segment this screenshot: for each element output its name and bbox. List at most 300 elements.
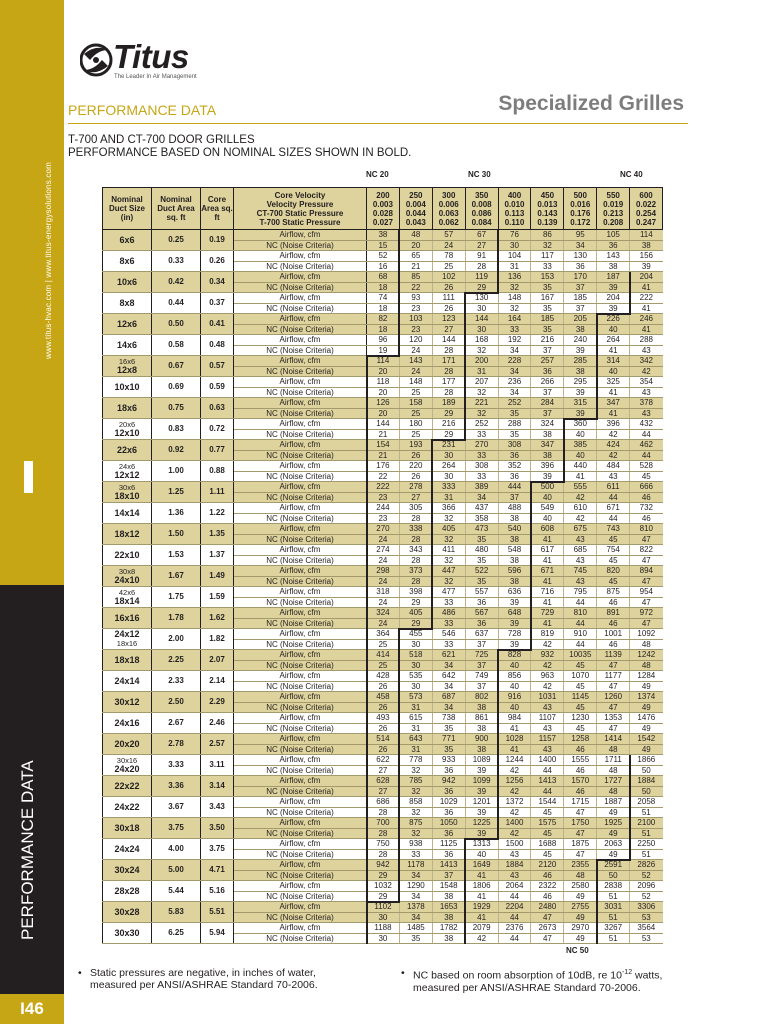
nc40-line-segment	[596, 377, 598, 398]
nc-value: 33	[432, 597, 465, 608]
airflow-label: Airflow, cfm	[234, 713, 367, 724]
nc-value: 44	[630, 450, 663, 461]
airflow-value: 285	[564, 356, 597, 367]
nc-value: 32	[465, 387, 498, 398]
airflow-value: 1125	[432, 839, 465, 850]
duct-size: 24x16	[114, 717, 140, 728]
airflow-value: 932	[531, 650, 564, 661]
nc40-line-segment	[563, 419, 565, 440]
airflow-value: 1806	[465, 881, 498, 892]
nc-value: 35	[432, 723, 465, 734]
nc-value: 42	[597, 450, 630, 461]
airflow-value: 732	[630, 503, 663, 514]
duct-size: 12x10	[114, 428, 140, 438]
core-area: 1.22	[201, 503, 234, 524]
duct-area: 5.83	[152, 902, 201, 923]
nc-value: 27	[399, 492, 432, 503]
airflow-value: 148	[498, 293, 531, 304]
airflow-value: 440	[564, 461, 597, 472]
nc-value: 16	[367, 261, 400, 272]
airflow-value: 549	[531, 503, 564, 514]
airflow-value: 93	[399, 293, 432, 304]
nc-value: 47	[630, 597, 663, 608]
header-divider	[68, 123, 688, 124]
nc-value: 37	[465, 660, 498, 671]
core-area: 3.75	[201, 839, 234, 860]
nc-value: 46	[531, 891, 564, 902]
duct-area: 6.25	[152, 923, 201, 944]
airflow-value: 473	[465, 524, 498, 535]
airflow-value: 252	[498, 398, 531, 409]
nc-value: 44	[564, 618, 597, 629]
duct-size: 14x6	[116, 339, 138, 350]
airflow-value: 333	[432, 482, 465, 493]
header-velocity-column	[432, 188, 465, 230]
nc-value: 28	[432, 366, 465, 377]
duct-area: 1.78	[152, 608, 201, 629]
airflow-value: 1099	[465, 776, 498, 787]
nc20-line-segment	[366, 608, 368, 629]
core-area: 0.37	[201, 293, 234, 314]
airflow-value: 2079	[465, 923, 498, 934]
airflow-value: 666	[630, 482, 663, 493]
nc-value: 50	[630, 786, 663, 797]
nc-value: 43	[531, 723, 564, 734]
duct-size-cell	[103, 356, 152, 377]
nc-value: 41	[465, 891, 498, 902]
table-row	[103, 839, 663, 850]
core-area: 1.62	[201, 608, 234, 629]
airflow-value: 1378	[399, 902, 432, 913]
nc-value: 26	[399, 450, 432, 461]
airflow-value: 204	[630, 272, 663, 283]
airflow-label: Airflow, cfm	[234, 692, 367, 703]
header-ct-sp-value: 0.143	[537, 208, 558, 218]
airflow-value: 1256	[498, 776, 531, 787]
header-velocity-column	[399, 188, 432, 230]
airflow-value: 875	[597, 587, 630, 598]
nc-value: 35	[531, 303, 564, 314]
nc-value: 38	[498, 513, 531, 524]
footnote-static-pressure	[78, 967, 378, 991]
duct-size-cell	[103, 881, 152, 902]
duct-size-cell	[103, 671, 152, 692]
nc-value: 44	[564, 639, 597, 650]
bullet-icon: •	[401, 967, 405, 979]
nc-value: 30	[399, 681, 432, 692]
header-t-sp-value: 0.027	[372, 217, 393, 227]
table-row	[103, 230, 663, 241]
nc30-label: NC 30	[468, 170, 491, 179]
duct-area: 2.78	[152, 734, 201, 755]
nc-value: 30	[399, 639, 432, 650]
airflow-value: 1649	[465, 860, 498, 871]
airflow-value: 686	[367, 797, 400, 808]
nc-value: 32	[399, 828, 432, 839]
duct-size: 30x8	[118, 567, 136, 576]
airflow-value: 500	[531, 482, 564, 493]
nc-value: 39	[564, 387, 597, 398]
core-area: 1.59	[201, 587, 234, 608]
airflow-value: 221	[465, 398, 498, 409]
airflow-value: 1070	[564, 671, 597, 682]
airflow-value: 891	[597, 608, 630, 619]
airflow-value: 785	[399, 776, 432, 787]
nc-value: 15	[367, 240, 400, 251]
airflow-value: 2755	[564, 902, 597, 913]
duct-size-cell	[103, 629, 152, 650]
header-vp-value: 0.010	[504, 199, 525, 209]
nc-value: 53	[630, 912, 663, 923]
airflow-value: 65	[399, 251, 432, 262]
nc30-line-segment	[398, 692, 400, 713]
airflow-label: Airflow, cfm	[234, 587, 367, 598]
nc20-line-segment	[366, 440, 368, 461]
duct-size: 24x10	[114, 575, 140, 585]
nc-value: 25	[399, 408, 432, 419]
nc-value: 34	[498, 366, 531, 377]
nc-value: 25	[367, 660, 400, 671]
nc-value: 45	[564, 702, 597, 713]
nc50-line-segment	[629, 797, 631, 818]
airflow-label: Airflow, cfm	[234, 755, 367, 766]
duct-size: 30x18	[114, 822, 140, 833]
airflow-value: 2322	[531, 881, 564, 892]
duct-area: 0.58	[152, 335, 201, 356]
nc-value: 45	[630, 471, 663, 482]
duct-size: 10x10	[114, 381, 140, 392]
nc-value: 45	[564, 723, 597, 734]
airflow-value: 216	[531, 335, 564, 346]
nc-value: 45	[531, 849, 564, 860]
airflow-value: 86	[531, 230, 564, 241]
airflow-value: 771	[432, 734, 465, 745]
nc30-line-segment	[398, 839, 400, 860]
nc20-line-segment	[366, 545, 368, 566]
airflow-value: 942	[432, 776, 465, 787]
airflow-value: 548	[498, 545, 531, 556]
airflow-value: 266	[531, 377, 564, 388]
airflow-value: 1092	[630, 629, 663, 640]
airflow-value: 528	[630, 461, 663, 472]
table-row	[103, 524, 663, 535]
airflow-value: 729	[531, 608, 564, 619]
duct-area: 0.50	[152, 314, 201, 335]
nc-value: 35	[399, 933, 432, 944]
airflow-value: 557	[465, 587, 498, 598]
airflow-value: 123	[432, 314, 465, 325]
nc-value: 39	[531, 471, 564, 482]
airflow-value: 288	[498, 419, 531, 430]
nc40-line-segment	[563, 440, 565, 461]
nc30-line-segment	[398, 860, 400, 881]
nc-value: 38	[564, 366, 597, 377]
nc40-line-step	[530, 481, 565, 483]
airflow-value: 3564	[630, 923, 663, 934]
header-velocity-column	[630, 188, 663, 230]
airflow-value: 617	[531, 545, 564, 556]
nc-value: 39	[564, 408, 597, 419]
airflow-value: 447	[432, 566, 465, 577]
core-area: 2.57	[201, 734, 234, 755]
nc-value: 28	[399, 513, 432, 524]
nc20-line-segment	[366, 818, 368, 839]
table-row	[103, 713, 663, 724]
duct-area: 0.75	[152, 398, 201, 419]
core-area: 3.11	[201, 755, 234, 776]
nc-value: 41	[531, 534, 564, 545]
airflow-value: 67	[465, 230, 498, 241]
duct-size: 6x6	[119, 234, 135, 245]
duct-size: 30x16	[116, 756, 138, 765]
nc-label: NC (Noise Criteria)	[234, 870, 367, 881]
nc-value: 32	[432, 555, 465, 566]
airflow-value: 875	[399, 818, 432, 829]
airflow-value: 222	[630, 293, 663, 304]
nc-value: 34	[432, 681, 465, 692]
airflow-label: Airflow, cfm	[234, 671, 367, 682]
airflow-value: 963	[531, 671, 564, 682]
nc-value: 35	[498, 408, 531, 419]
nc-value: 32	[531, 240, 564, 251]
header-velocity-value: 250	[409, 190, 423, 200]
duct-size-cell	[103, 713, 152, 734]
nc-value: 25	[367, 639, 400, 650]
airflow-value: 1102	[367, 902, 400, 913]
duct-area: 0.42	[152, 272, 201, 293]
nc40-line-segment	[530, 503, 532, 524]
nc-value: 36	[432, 786, 465, 797]
duct-size: 42x6	[118, 588, 136, 597]
nc-value: 38	[531, 450, 564, 461]
nc-value: 40	[564, 450, 597, 461]
nc-value: 44	[564, 597, 597, 608]
airflow-value: 1157	[531, 734, 564, 745]
header-t-sp-value: 0.084	[471, 217, 492, 227]
nc-value: 40	[597, 324, 630, 335]
duct-size-cell	[103, 335, 152, 356]
airflow-value: 615	[399, 713, 432, 724]
nc40-line-segment	[497, 650, 499, 671]
table-row	[103, 566, 663, 577]
nc-value: 33	[498, 324, 531, 335]
header-t-sp-value: 0.172	[570, 217, 591, 227]
duct-size: 24x6	[118, 462, 136, 471]
airflow-value: 1653	[432, 902, 465, 913]
duct-area: 1.75	[152, 587, 201, 608]
nc-value: 26	[367, 702, 400, 713]
nc-value: 31	[399, 702, 432, 713]
airflow-value: 642	[432, 671, 465, 682]
duct-size: 24x20	[114, 764, 140, 774]
duct-size: 12x12	[114, 470, 140, 480]
nc-value: 46	[630, 492, 663, 503]
core-area: 0.48	[201, 335, 234, 356]
nc20-line-segment	[366, 377, 368, 398]
airflow-label: Airflow, cfm	[234, 482, 367, 493]
nc-value: 45	[564, 681, 597, 692]
airflow-label: Airflow, cfm	[234, 902, 367, 913]
nc-value: 30	[367, 933, 400, 944]
duct-size: 18x14	[114, 596, 140, 606]
header-velocity-column	[498, 188, 531, 230]
table-row	[103, 377, 663, 388]
nc40-line-segment	[497, 755, 499, 776]
airflow-value: 1400	[531, 755, 564, 766]
airflow-label: Airflow, cfm	[234, 566, 367, 577]
airflow-value: 360	[564, 419, 597, 430]
nc-label: NC (Noise Criteria)	[234, 513, 367, 524]
nc30-line-segment	[398, 734, 400, 755]
airflow-value: 810	[630, 524, 663, 535]
nc-value: 26	[367, 681, 400, 692]
nc-value: 34	[432, 660, 465, 671]
airflow-value: 246	[630, 314, 663, 325]
nc20-line-segment	[398, 230, 400, 251]
airflow-value: 567	[465, 608, 498, 619]
header-t-sp-value: 0.139	[537, 217, 558, 227]
nc-value: 47	[630, 618, 663, 629]
nc-value: 45	[531, 807, 564, 818]
nc-value: 33	[465, 471, 498, 482]
nc-value: 51	[630, 807, 663, 818]
nc30-line-segment	[464, 398, 466, 419]
airflow-value: 347	[597, 398, 630, 409]
airflow-value: 82	[367, 314, 400, 325]
airflow-label: Airflow, cfm	[234, 923, 367, 934]
airflow-value: 1031	[531, 692, 564, 703]
airflow-value: 264	[597, 335, 630, 346]
nc-value: 34	[399, 891, 432, 902]
footnote-line: NC based on room absorption of 10dB, re 10	[413, 969, 622, 982]
airflow-value: 270	[367, 524, 400, 535]
header-velocity-value: 450	[540, 190, 555, 200]
nc40-line-step	[563, 418, 598, 420]
airflow-value: 828	[498, 650, 531, 661]
nc40-line-segment	[530, 524, 532, 545]
airflow-value: 177	[432, 377, 465, 388]
nc-value: 38	[465, 702, 498, 713]
airflow-value: 1284	[630, 671, 663, 682]
table-row	[103, 251, 663, 262]
nc-value: 47	[597, 702, 630, 713]
nc-value: 36	[432, 828, 465, 839]
nc-value: 37	[531, 408, 564, 419]
airflow-value: 437	[465, 503, 498, 514]
nc30-line-segment	[398, 776, 400, 797]
nc-value: 34	[498, 387, 531, 398]
duct-area: 0.25	[152, 230, 201, 251]
airflow-value: 1485	[399, 923, 432, 934]
duct-size-cell	[103, 398, 152, 419]
airflow-label: Airflow, cfm	[234, 881, 367, 892]
core-area: 5.51	[201, 902, 234, 923]
nc-value: 41	[465, 912, 498, 923]
airflow-value: 189	[432, 398, 465, 409]
airflow-value: 231	[432, 440, 465, 451]
airflow-value: 480	[465, 545, 498, 556]
airflow-value: 1884	[498, 860, 531, 871]
duct-area: 1.50	[152, 524, 201, 545]
airflow-value: 257	[531, 356, 564, 367]
nc-value: 24	[367, 597, 400, 608]
nc-value: 46	[630, 513, 663, 524]
nc-value: 25	[399, 429, 432, 440]
airflow-value: 1555	[564, 755, 597, 766]
airflow-value: 486	[432, 608, 465, 619]
nc30-line-segment	[464, 293, 466, 314]
airflow-value: 933	[432, 755, 465, 766]
nc-label: NC (Noise Criteria)	[234, 744, 367, 755]
duct-area: 1.36	[152, 503, 201, 524]
airflow-value: 176	[367, 461, 400, 472]
airflow-value: 164	[498, 314, 531, 325]
table-row	[103, 923, 663, 934]
nc-label: NC (Noise Criteria)	[234, 639, 367, 650]
duct-area: 5.44	[152, 881, 201, 902]
duct-size-cell	[103, 776, 152, 797]
airflow-value: 942	[367, 860, 400, 871]
airflow-value: 675	[564, 524, 597, 535]
sidebar-website-url[interactable]: www.titus-hvac.com | www.titus-energysolutions.com	[44, 161, 53, 359]
nc-value: 37	[564, 282, 597, 293]
nc-value: 49	[564, 891, 597, 902]
duct-size-cell	[103, 440, 152, 461]
nc-value: 49	[597, 828, 630, 839]
airflow-value: 104	[498, 251, 531, 262]
nc-value: 30	[399, 660, 432, 671]
nc40-line-segment	[596, 356, 598, 377]
airflow-value: 171	[432, 356, 465, 367]
airflow-value: 1107	[531, 713, 564, 724]
nc50-line-segment	[596, 860, 598, 881]
duct-size: 10x6	[116, 276, 138, 287]
nc-value: 31	[399, 744, 432, 755]
header-t-sp-value: 0.062	[438, 217, 459, 227]
product-title: T-700 AND CT-700 DOOR GRILLES	[68, 134, 255, 146]
nc-value: 38	[498, 555, 531, 566]
table-header	[103, 188, 663, 230]
airflow-value: 484	[597, 461, 630, 472]
nc-value: 42	[630, 366, 663, 377]
airflow-value: 78	[432, 251, 465, 262]
nc-value: 34	[399, 912, 432, 923]
duct-size-cell	[103, 503, 152, 524]
airflow-value: 148	[399, 377, 432, 388]
table-row	[103, 503, 663, 514]
airflow-value: 1875	[564, 839, 597, 850]
table-row	[103, 755, 663, 766]
nc-value: 52	[630, 870, 663, 881]
nc-value: 36	[564, 261, 597, 272]
nc-value: 28	[432, 345, 465, 356]
nc-value: 41	[630, 303, 663, 314]
duct-area: 0.33	[152, 251, 201, 272]
nc-value: 42	[597, 429, 630, 440]
airflow-value: 514	[367, 734, 400, 745]
nc-label: NC (Noise Criteria)	[234, 240, 367, 251]
nc-value: 39	[498, 618, 531, 629]
airflow-value: 1372	[498, 797, 531, 808]
airflow-value: 74	[367, 293, 400, 304]
nc-value: 24	[367, 618, 400, 629]
airflow-value: 354	[630, 377, 663, 388]
nc40-line-segment	[563, 461, 565, 482]
airflow-value: 2250	[630, 839, 663, 850]
nc-label: NC (Noise Criteria)	[234, 597, 367, 608]
duct-area: 3.33	[152, 755, 201, 776]
airflow-value: 396	[597, 419, 630, 430]
